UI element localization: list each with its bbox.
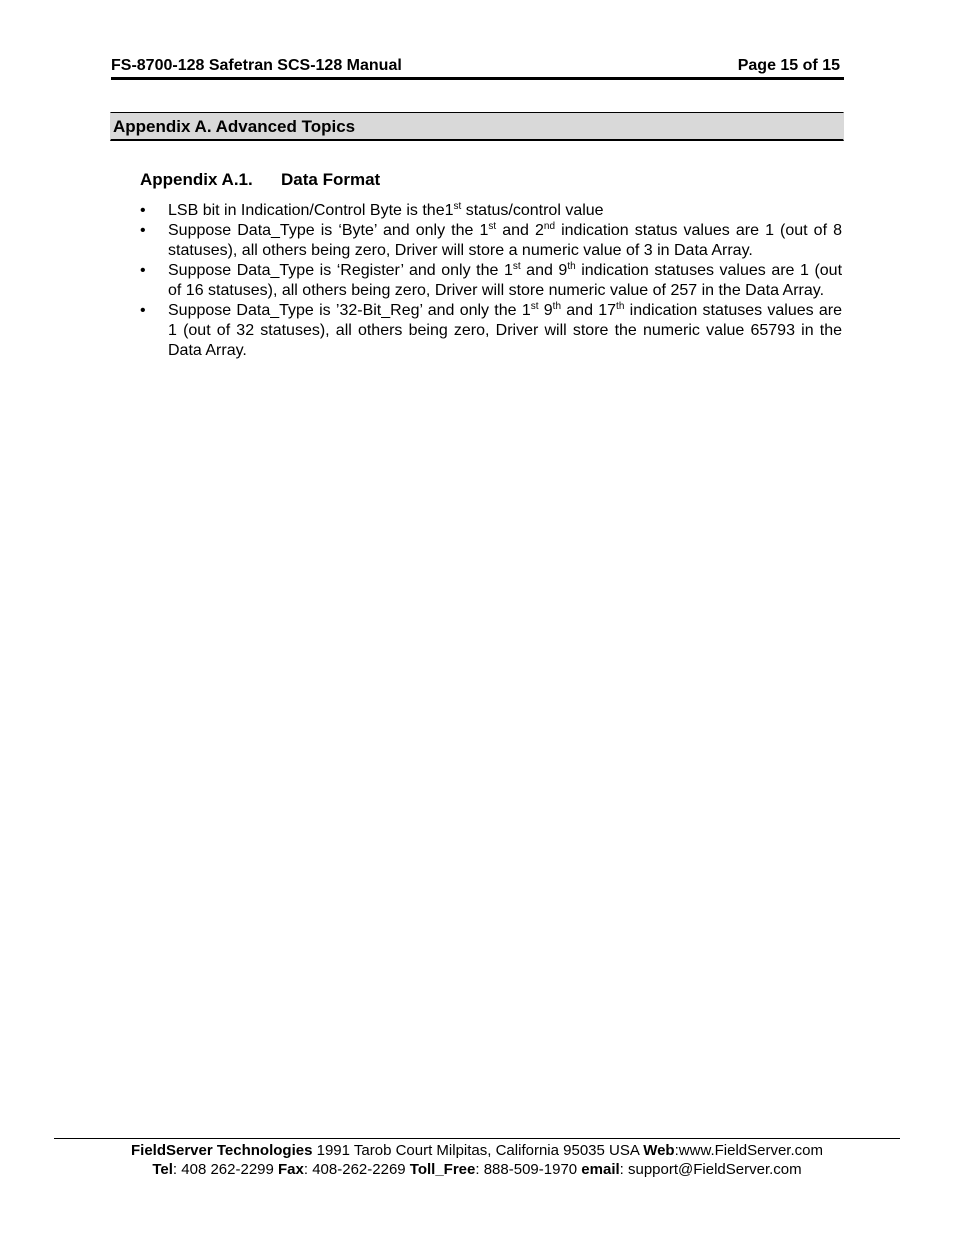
ordinal-suffix: st — [530, 301, 539, 312]
appendix-title: Appendix A. Advanced Topics — [113, 117, 356, 136]
page-number: Page 15 of 15 — [737, 57, 840, 74]
tollfree-number: : 888-509-1970 — [475, 1161, 582, 1178]
ordinal-suffix: nd — [543, 221, 556, 232]
list-item-text: and 17 — [561, 302, 617, 319]
list-item-text: Suppose Data_Type is ’32-Bit_Reg’ and only the 1 — [168, 302, 531, 319]
list-item — [140, 221, 842, 261]
list-item-text: indication statuses values are 1 (out of 32 statuses), all others being zero, Driver will store the numeric value 65793 in the Data Array. — [168, 302, 843, 359]
tel-label: Tel — [152, 1161, 173, 1178]
list-item — [140, 301, 842, 361]
page-header — [111, 57, 844, 77]
header-divider — [111, 77, 844, 80]
ordinal-suffix: st — [453, 201, 462, 212]
list-item-text: status/control value — [461, 202, 604, 219]
tel-number: : 408 262-2299 — [172, 1161, 279, 1178]
data-format-list — [140, 201, 842, 361]
list-item-text: LSB bit in Indication/Control Byte is the1 — [168, 202, 454, 219]
company-address: 1991 Tarob Court Milpitas, California 95035 USA — [312, 1142, 644, 1159]
bullet-icon: • — [140, 302, 146, 319]
list-item-text: 9 — [538, 302, 553, 319]
email-label: email — [581, 1161, 620, 1178]
footer-divider — [54, 1138, 900, 1139]
footer-line-2 — [54, 1160, 900, 1179]
section-number: Appendix A.1. — [140, 170, 253, 189]
document-title: FS-8700-128 Safetran SCS-128 Manual — [111, 57, 402, 74]
tollfree-label: Toll_Free — [409, 1161, 476, 1178]
list-item-text: and 9 — [520, 262, 568, 279]
ordinal-suffix: th — [552, 301, 562, 312]
list-item-text: and 2 — [496, 222, 544, 239]
appendix-heading-bar — [110, 112, 844, 141]
ordinal-suffix: st — [488, 221, 497, 232]
page-footer — [54, 1141, 900, 1179]
list-item-text: indication status values are 1 (out of 8 statuses), all others being zero, Driver will store a numeric value of 3 in Data Array. — [168, 222, 843, 259]
section-title: Data Format — [281, 170, 381, 189]
email-address: : support@FieldServer.com — [619, 1161, 802, 1178]
section-heading — [140, 170, 380, 190]
web-label: Web — [643, 1142, 675, 1159]
list-item-text: Suppose Data_Type is ‘Byte’ and only the 1 — [168, 222, 489, 239]
list-item-text: indication statuses values are 1 (out of 16 statuses), all others being zero, Driver will store numeric value of 257 in the Data Array. — [168, 262, 843, 299]
ordinal-suffix: st — [512, 261, 521, 272]
bullet-icon: • — [140, 222, 146, 239]
footer-line-1 — [54, 1141, 900, 1160]
ordinal-suffix: th — [616, 301, 625, 312]
list-item — [140, 261, 842, 301]
company-name: FieldServer Technologies — [131, 1142, 313, 1159]
list-item — [140, 201, 842, 221]
bullet-icon: • — [140, 262, 146, 279]
ordinal-suffix: th — [567, 261, 576, 272]
fax-number: : 408-262-2269 — [303, 1161, 410, 1178]
fax-label: Fax — [278, 1161, 304, 1178]
web-address: :www.FieldServer.com — [674, 1142, 823, 1159]
list-item-text: Suppose Data_Type is ‘Register’ and only the 1 — [168, 262, 513, 279]
bullet-icon: • — [140, 202, 146, 219]
